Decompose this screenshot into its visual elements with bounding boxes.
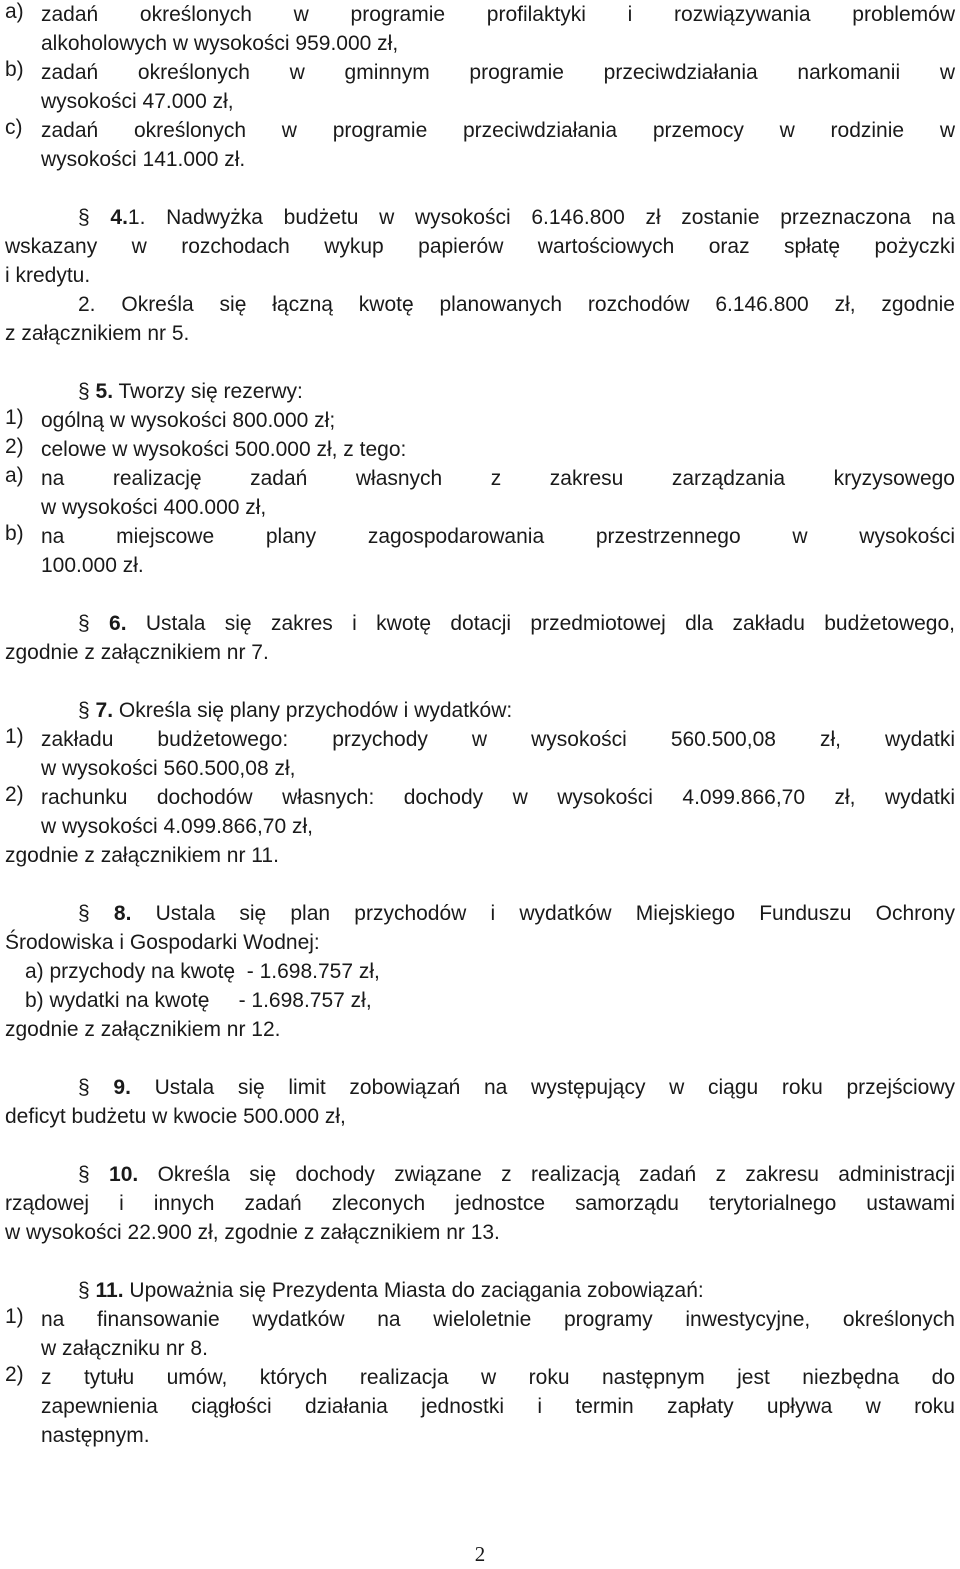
list-label: b): [5, 522, 24, 545]
list-item: [5, 464, 955, 522]
section-heading: Określa się plany przychodów i wydatków:: [113, 699, 513, 722]
list-label: 2): [5, 435, 24, 458]
section-symbol: §: [78, 380, 90, 403]
list-item: [5, 725, 955, 783]
list-item: [5, 1305, 955, 1363]
text-line: w wysokości 560.500,08 zł,: [41, 757, 296, 780]
text-line: Określa się dochody związane z realizacją zadań z zakresu administracji: [138, 1163, 956, 1186]
list-label: a): [5, 464, 24, 487]
text-line: Ustala się limit zobowiązań na występujący w ciągu roku przejściowy: [130, 1076, 955, 1099]
text-line: zadań określonych w gminnym programie przeciwdziałania narkomanii w: [41, 61, 955, 84]
list-item: [5, 1363, 955, 1450]
section-number: 6.: [109, 612, 127, 635]
section-number: 8.: [113, 902, 132, 925]
list-label: a): [5, 0, 24, 23]
text-line: zgodnie z załącznikiem nr 7.: [5, 641, 269, 664]
section-11: [5, 1276, 955, 1450]
text-line: w wysokości 400.000 zł,: [41, 496, 267, 519]
section-symbol: §: [78, 699, 90, 722]
section-number: 9.: [113, 1076, 131, 1099]
section-number: 11.: [95, 1279, 124, 1302]
text-line: rządowej i innych zadań zleconych jednostce samorządu terytorialnego ustawami: [5, 1192, 955, 1215]
section-6: [5, 609, 955, 667]
text-line: w wysokości 4.099.866,70 zł,: [41, 815, 313, 838]
section-heading-line: [5, 899, 955, 928]
text-line: ogólną w wysokości 800.000 zł;: [41, 409, 336, 432]
text-line: Środowiska i Gospodarki Wodnej:: [5, 931, 320, 954]
text-line: 1. Nadwyżka budżetu w wysokości 6.146.800 zł zostanie przeznaczona na: [127, 206, 956, 229]
text-line: na miejscowe plany zagospodarowania przestrzennego w wysokości: [41, 525, 955, 548]
text-line: na realizację zadań własnych z zakresu zarządzania kryzysowego: [41, 467, 955, 490]
section-symbol: §: [78, 1076, 90, 1099]
text-line: celowe w wysokości 500.000 zł, z tego:: [41, 438, 407, 461]
list-label: c): [5, 116, 23, 139]
list-item-a: [5, 0, 955, 58]
text-line: i kredytu.: [5, 264, 91, 287]
list-item: [5, 435, 955, 464]
text-line: Ustala się plan przychodów i wydatków Miejskiego Funduszu Ochrony: [131, 902, 955, 925]
text-line: zapewnienia ciągłości działania jednostki i termin zapłaty upływa w roku: [41, 1395, 955, 1418]
list-label: 2): [5, 783, 24, 806]
list-item: [5, 783, 955, 841]
list-label: 1): [5, 725, 24, 748]
section-number: 4.: [110, 206, 128, 229]
text-line: zakładu budżetowego: przychody w wysokości 560.500,08 zł, wydatki: [41, 728, 955, 751]
text-line: Ustala się zakres i kwotę dotacji przedmiotowej dla zakładu budżetowego,: [126, 612, 955, 635]
text-line: z załącznikiem nr 5.: [5, 322, 190, 345]
text-line: wysokości 47.000 zł,: [41, 90, 234, 113]
section-heading: Tworzy się rezerwy:: [113, 380, 303, 403]
list-label: 1): [5, 1305, 24, 1328]
section-number: 10.: [109, 1163, 139, 1186]
text-line: w wysokości 22.900 zł, zgodnie z załącznikiem nr 13.: [5, 1221, 500, 1244]
list-item-b: [5, 58, 955, 116]
section-7: [5, 696, 955, 870]
text-line: następnym.: [41, 1424, 150, 1447]
list-item: [5, 406, 955, 435]
section-10: [5, 1160, 955, 1247]
section-heading-line: [5, 609, 955, 638]
text-line: wskazany w rozchodach wykup papierów wartościowych oraz spłatę pożyczki: [5, 235, 955, 258]
document-page: [5, 0, 955, 1450]
text-line: rachunku dochodów własnych: dochody w wysokości 4.099.866,70 zł, wydatki: [41, 786, 955, 809]
section-heading-line: [5, 1276, 955, 1305]
section-heading-line: [5, 377, 955, 406]
section-heading-line: [5, 203, 955, 232]
text-line: a) przychody na kwotę - 1.698.757 zł,: [25, 960, 380, 983]
section-number: 5.: [95, 380, 114, 403]
text-line: zgodnie z załącznikiem nr 12.: [5, 1018, 281, 1041]
text-line: 100.000 zł.: [41, 554, 144, 577]
text-line: w załączniku nr 8.: [41, 1337, 208, 1360]
text-line: zgodnie z załącznikiem nr 11.: [5, 844, 279, 867]
page-number: 2: [474, 1542, 486, 1566]
text-line: zadań określonych w programie profilaktyki i rozwiązywania problemów: [41, 3, 955, 26]
text-line: deficyt budżetu w kwocie 500.000 zł,: [5, 1105, 346, 1128]
list-item-c: [5, 116, 955, 174]
text-line: b) wydatki na kwotę - 1.698.757 zł,: [25, 989, 372, 1012]
text-line: na finansowanie wydatków na wieloletnie programy inwestycyjne, określonych: [41, 1308, 955, 1331]
section-number: 7.: [95, 699, 114, 722]
text-line: alkoholowych w wysokości 959.000 zł,: [41, 32, 399, 55]
section-heading-line: [5, 1073, 955, 1102]
section-8: [5, 899, 955, 1044]
list-label: b): [5, 58, 24, 81]
section-symbol: §: [78, 902, 90, 925]
list-label: 2): [5, 1363, 24, 1386]
list-label: 1): [5, 406, 24, 429]
section-9: [5, 1073, 955, 1131]
section-symbol: §: [78, 206, 90, 229]
text-line: 2. Określa się łączną kwotę planowanych rozchodów 6.146.800 zł, zgodnie: [78, 293, 955, 316]
section-heading-line: [5, 1160, 955, 1189]
section-4: [5, 203, 955, 348]
section-symbol: §: [78, 1279, 90, 1302]
section-5: [5, 377, 955, 580]
section-heading-line: [5, 696, 955, 725]
text-line: wysokości 141.000 zł.: [41, 148, 246, 171]
text-line: z tytułu umów, których realizacja w roku następnym jest niezbędna do: [41, 1366, 955, 1389]
section-symbol: §: [78, 1163, 90, 1186]
section-heading: Upoważnia się Prezydenta Miasta do zaciągania zobowiązań:: [123, 1279, 704, 1302]
list-item: [5, 522, 955, 580]
section-symbol: §: [78, 612, 90, 635]
text-line: zadań określonych w programie przeciwdziałania przemocy w rodzinie w: [41, 119, 955, 142]
